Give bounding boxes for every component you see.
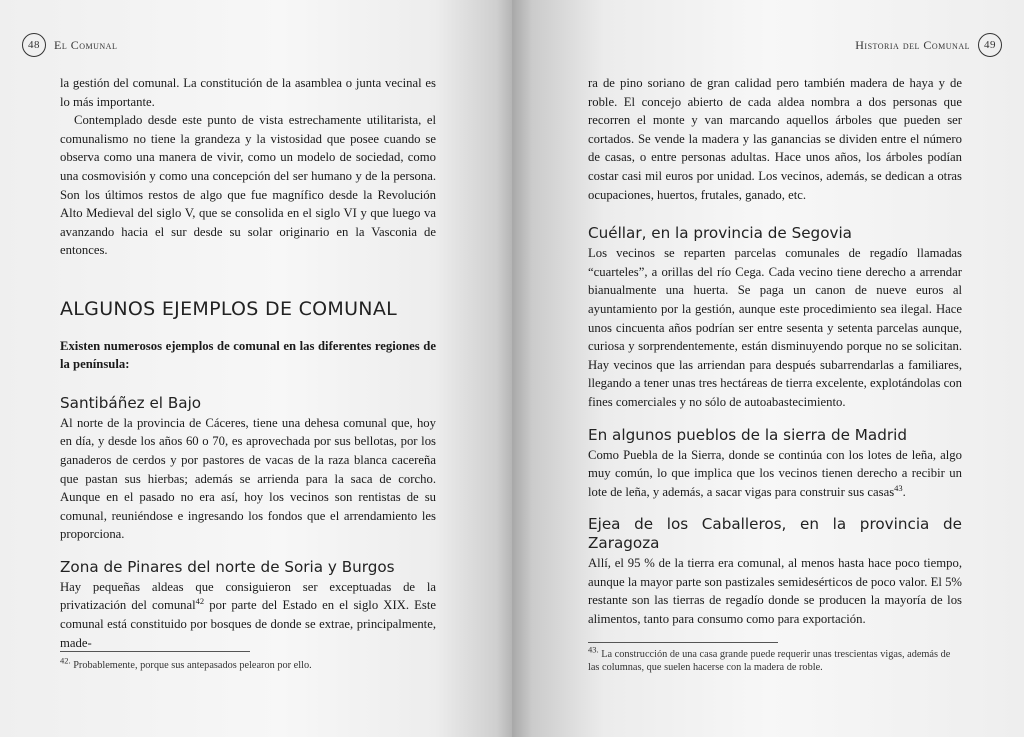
footnote-ref[interactable]: 43 bbox=[894, 482, 903, 493]
footnote bbox=[60, 655, 436, 672]
running-title: Historia del Comunal bbox=[855, 37, 970, 52]
lead-paragraph: Existen numerosos ejemplos de comunal en las diferentes regiones de la península: bbox=[60, 338, 436, 372]
footnote-text: Probablemente, porque sus antepasados pelearon por ello. bbox=[73, 660, 312, 671]
footnote-number: 43. bbox=[588, 644, 599, 655]
right-page-header bbox=[855, 33, 1002, 57]
chapter-title: ALGUNOS EJEMPLOS DE COMUNAL bbox=[60, 297, 398, 320]
section-title: Cuéllar, en la provincia de Segovia bbox=[588, 224, 852, 243]
section-text: Como Puebla de la Sierra, donde se continúa con los lotes de leña, algo muy común, lo que implica que los vecinos tienen derecho a recibir un lote de leña, y además, a sacar vigas para construir sus casas$^{43}$. bbox=[588, 447, 962, 499]
footnote bbox=[588, 644, 964, 674]
section-title: Santibáñez el Bajo bbox=[60, 393, 202, 412]
right-page bbox=[512, 0, 1024, 737]
paragraph: ra de pino soriano de gran calidad pero también madera de haya y de roble. El concejo abierto de cada aldea nombra a dos personas que recorren el monte y van marcando aquellos árboles que pueden ser cortados. Se vende la madera y las ganancias se dividen entre el número de casas, o entre personas adultas. Hace unos años, los árboles podían costar casi mil euros por unidad. Los vecinos, además, se dedican a otras ocupaciones, huertos, frutales, ganado, etc. bbox=[588, 76, 962, 202]
section-title: Ejea de los Caballeros, en la provincia de Zaragoza bbox=[588, 515, 962, 553]
section-text: Hay pequeñas aldeas que consiguieron ser exceptuadas de la privatización del comunal$^{42}$ por parte del Estado en el siglo XIX. Este comunal está constituido por bosques de donde se extrae, principalmente, made- bbox=[60, 579, 436, 650]
page-number: 49 bbox=[978, 33, 1002, 57]
left-page-header bbox=[22, 33, 117, 57]
section-title: En algunos pueblos de la sierra de Madrid bbox=[588, 425, 907, 444]
running-title: El Comunal bbox=[54, 37, 118, 52]
section-text: Allí, el 95 % de la tierra era comunal, al menos hasta hace poco tiempo, aunque la mayor parte son pastizales semidesérticos de poco valor. El 5% restante son las tierras de regadío donde se producen la mayoría de los alimentos, tanto para consumo como para exportación. bbox=[588, 556, 962, 627]
footnote-rule bbox=[588, 642, 778, 643]
page-number: 48 bbox=[22, 33, 46, 57]
left-page-body bbox=[60, 74, 436, 666]
footnote-number: 42. bbox=[60, 655, 71, 666]
section-ejea bbox=[588, 515, 962, 628]
right-page-body bbox=[588, 74, 962, 643]
footnote-text: La construcción de una casa grande puede requerir unas trescientas vigas, además de las columnas, que suelen hacerse con la madera de roble. bbox=[588, 649, 951, 673]
section-pinares bbox=[60, 558, 436, 652]
paragraph: la gestión del comunal. La constitución de la asamblea o junta vecinal es lo más importante. bbox=[60, 76, 436, 109]
footnote-rule bbox=[60, 651, 250, 652]
section-santibanez bbox=[60, 394, 436, 544]
section-text: Los vecinos se reparten parcelas comunales de regadío llamadas “cuarteles”, a orillas del río Cega. Cada vecino tiene derecho a arrendar bianualmente una huerta. Se paga un canon de nueve euros al ayuntamiento por la gestión, aunque este procedimiento sea ilegal. Hace unos cincuenta años podrían ser entre sesenta y setenta parcelas aunque, curiosa y sorprendentemente, están disminuyendo porque no se solicitan. Hay vecinos que las arriendan para después subarrendarlas a familiares, llegando a tener unas tres hectáreas de tierra excelente, explotándolas con fines comerciales y no sólo de autoabastecimiento. bbox=[588, 246, 962, 409]
paragraph: Contemplado desde este punto de vista estrechamente utilitarista, el comunalismo no tiene la grandeza y la vistosidad que posee cuando se observa como una manera de vivir, como un modelo de sociedad, como una cosmovisión y como una concepción del ser humano y de la persona. Son los últimos restos de algo que fue magnífico desde la Revolución Alto Medieval del siglo V, que se consolida en el siglo VI y que luego va avanzando hacia el sur desde su solar originario en la Vasconia de entonces. bbox=[60, 113, 436, 258]
section-cuellar bbox=[588, 224, 962, 411]
section-title: Zona de Pinares del norte de Soria y Burgos bbox=[60, 557, 395, 576]
footnote-ref[interactable]: 42 bbox=[195, 596, 205, 607]
section-sierra-madrid bbox=[588, 426, 962, 502]
section-text: Al norte de la provincia de Cáceres, tiene una dehesa comunal que, hoy en día, y desde los años 60 o 70, es aprovechada por sus bellotas, por los ganaderos de cerdos y por pastores de vacas de la raza blanca cacereña que pastan sus hierbas; además se arrienda para la saca de corcho. Aunque en el pasado no era así, hoy los vecinos son rentistas de su comunal, reuniéndose e ingresando los fondos que el arrendamiento les proporciona. bbox=[60, 415, 436, 542]
